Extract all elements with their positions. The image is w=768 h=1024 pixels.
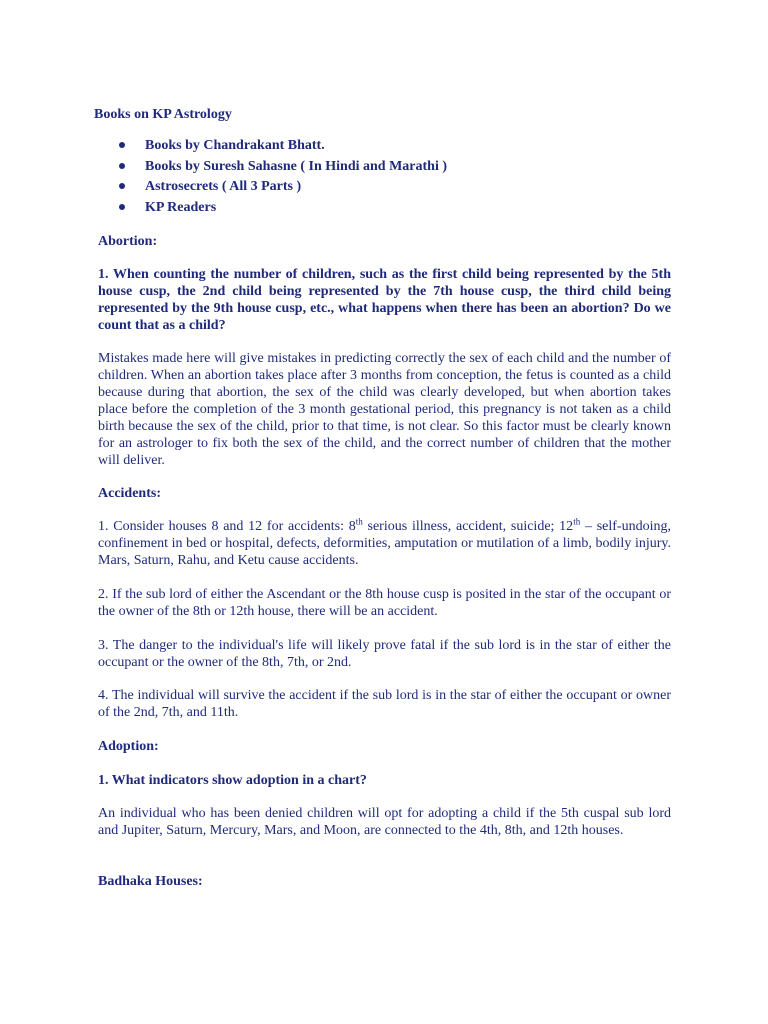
accidents-heading: Accidents: (98, 486, 161, 501)
bullet-icon (119, 142, 125, 148)
accidents-paragraph-1: 1. Consider houses 8 and 12 for accidents: 8th serious illness, accident, suicide; 12th – self-undoing, confinement in bed or hospital, defects, deformities, amputation or mutilation of a limb, bodily injury. Mars, Saturn, Rahu, and Ketu cause accidents. (98, 516, 671, 568)
abortion-heading: Abortion: (98, 234, 158, 249)
page-title: Books on KP Astrology (94, 107, 232, 122)
accidents-paragraph-3: 3. The danger to the individual's life will likely prove fatal if the sub lord is in the star of either the occupant or the owner of the 8th, 7th, or 2nd. (98, 638, 671, 670)
accidents-paragraph-4: 4. The individual will survive the accident if the sub lord is in the star of either the occupant or owner of the 2nd, 7th, and 11th. (98, 688, 671, 720)
abortion-question: 1. When counting the number of children, such as the first child being represented by the 5th house cusp, the 2nd child being represented by the 7th house cusp, the third child being represented by the 9th house cusp, etc., what happens when there has been an abortion? Do we count that as a child? (98, 267, 671, 333)
list-item (118, 178, 447, 199)
adoption-heading: Adoption: (98, 739, 159, 754)
books-list (118, 137, 447, 219)
adoption-question: 1. What indicators show adoption in a chart? (98, 773, 367, 788)
abortion-answer: Mistakes made here will give mistakes in predicting correctly the sex of each child and the number of children. When an abortion takes place after 3 months from conception, the fetus is counted as a child because during that abortion, the sex of the child was clearly developed, but when abortion takes place before the completion of the 3 month gestational period, this pregnancy is not taken as a child birth because the sex of the child, prior to that time, is not clear. So this factor must be clearly known for an astrologer to fix both the sex of the child, and the correct number of children that the mother will deliver. (98, 351, 671, 468)
list-item (118, 158, 447, 179)
accidents-paragraph-2: 2. If the sub lord of either the Ascendant or the 8th house cusp is posited in the star of the occupant or the owner of the 8th or 12th house, there will be an accident. (98, 587, 671, 619)
adoption-answer: An individual who has been denied children will opt for adopting a child if the 5th cuspal sub lord and Jupiter, Saturn, Mercury, Mars, and Moon, are connected to the 4th, 8th, and 12th houses. (98, 806, 671, 838)
book-item-label: Books by Suresh Sahasne ( In Hindi and Marathi ) (145, 158, 447, 174)
badhaka-heading: Badhaka Houses: (98, 874, 203, 889)
book-item-label: Books by Chandrakant Bhatt. (145, 138, 325, 153)
bullet-icon (119, 163, 125, 169)
list-item (118, 137, 447, 158)
bullet-icon (119, 204, 125, 210)
bullet-icon (119, 183, 125, 189)
list-item (118, 199, 447, 220)
book-item-label: KP Readers (145, 199, 217, 215)
book-item-label: Astrosecrets ( All 3 Parts ) (145, 179, 302, 194)
